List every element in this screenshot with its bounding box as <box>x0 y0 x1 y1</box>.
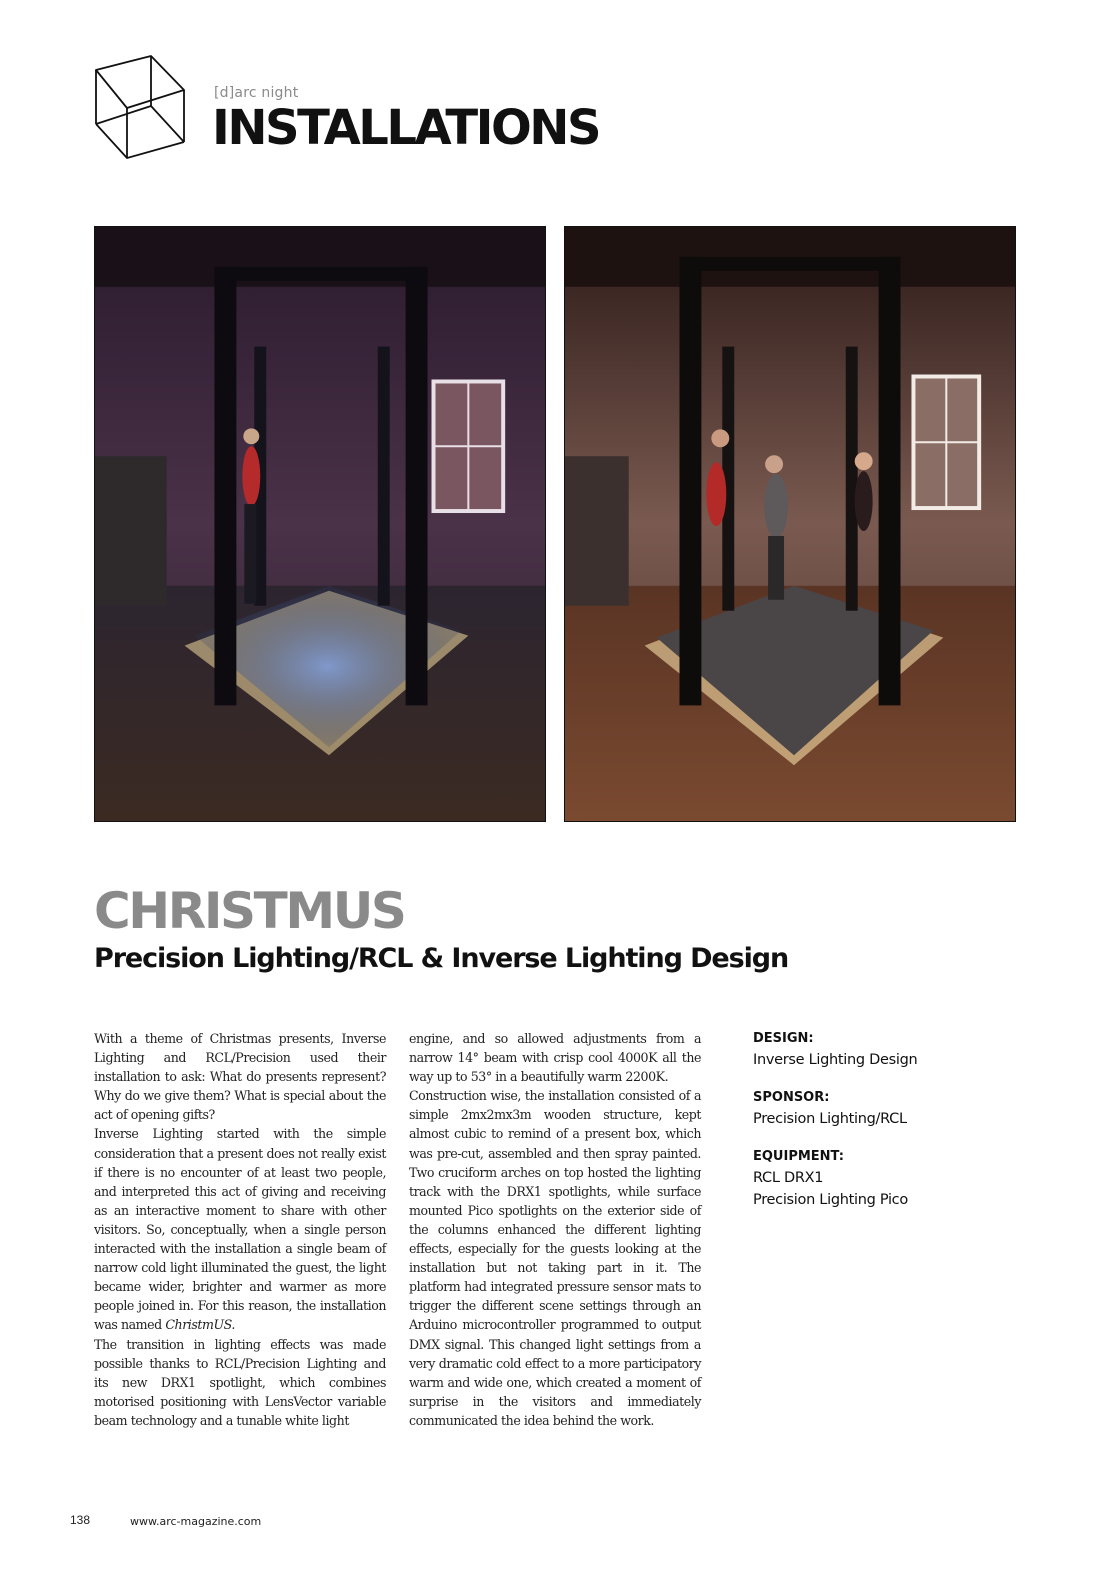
credit-value: RCL DRX1 <box>753 1170 824 1186</box>
credit-design <box>753 1029 1033 1071</box>
paragraph: The transition in lighting effects was made possible thanks to RCL/Precision Lighting and its new DRX1 spotlight, which combines motorised positioning with LensVector variable beam technology and a tunable white light <box>94 1336 386 1428</box>
credit-sponsor <box>753 1088 1033 1130</box>
credit-label: EQUIPMENT: <box>753 1149 844 1164</box>
credit-value: Inverse Lighting Design <box>753 1052 918 1068</box>
project-subtitle: Precision Lighting/RCL & Inverse Lighting Design <box>94 943 789 974</box>
credit-label: SPONSOR: <box>753 1090 830 1105</box>
credit-value: Precision Lighting Pico <box>753 1192 908 1208</box>
paragraph: Construction wise, the installation consisted of a simple 2mx2mx3m wooden structure, kept almost cubic to remind of a present box, which was pre-cut, assembled and then spray painted. Two cruciform arches on top hosted the lighting track with the DRX1 spotlights, while surface mounted Pico spotlights on the exterior side of the columns enhanced the different lighting effects, especially for the guests looking at the installation but not taking part in it. The platform had integrated pressure sensor mats to trigger the different scene settings through an Arduino microcontroller programmed to output DMX signal. This changed light settings from a very dramatic cold effect to a more participatory warm and wide one, which created a moment of surprise in the visitors and immediately communicated the idea behind the work. <box>409 1088 701 1428</box>
paragraph: With a theme of Christmas presents, Inverse Lighting and RCL/Precision used their installation to ask: What do presents represent? Why do we give them? What is special about the act of opening gifts? <box>94 1031 386 1123</box>
credit-equipment <box>753 1147 1033 1211</box>
section-title: INSTALLATIONS <box>212 100 600 156</box>
paragraph <box>94 1124 386 1334</box>
credit-value: Precision Lighting/RCL <box>753 1111 907 1127</box>
cube-logo-icon <box>94 54 186 162</box>
credit-label: DESIGN: <box>753 1031 814 1046</box>
installation-photo-single-person <box>94 226 546 822</box>
article-column-1 <box>94 1029 386 1430</box>
page-number: 138 <box>70 1513 91 1527</box>
article-column-2 <box>409 1029 701 1430</box>
installation-name: ChristmUS. <box>165 1317 235 1333</box>
footer-url[interactable]: www.arc-magazine.com <box>130 1515 262 1528</box>
credits-panel <box>753 1029 1033 1228</box>
paragraph: engine, and so allowed adjustments from a narrow 14° beam with crisp cool 4000K all the way up to 53° in a beautifully warm 2200K. <box>409 1031 701 1085</box>
installation-photo-group <box>564 226 1016 822</box>
section-kicker: [d]arc night <box>214 85 299 101</box>
project-title: CHRISTMUS <box>94 882 405 940</box>
paragraph-text: Inverse Lighting started with the simple consideration that a present does not really exist if there is no encounter of at least two people, and interpreted this act of giving and receiving as an interactive moment to share with other visitors. So, conceptually, when a single person interacted with the installation a single beam of narrow cold light illuminated the guest, the light became wider, brighter and warmer as more people joined in. For this reason, the installation was named <box>94 1126 386 1333</box>
